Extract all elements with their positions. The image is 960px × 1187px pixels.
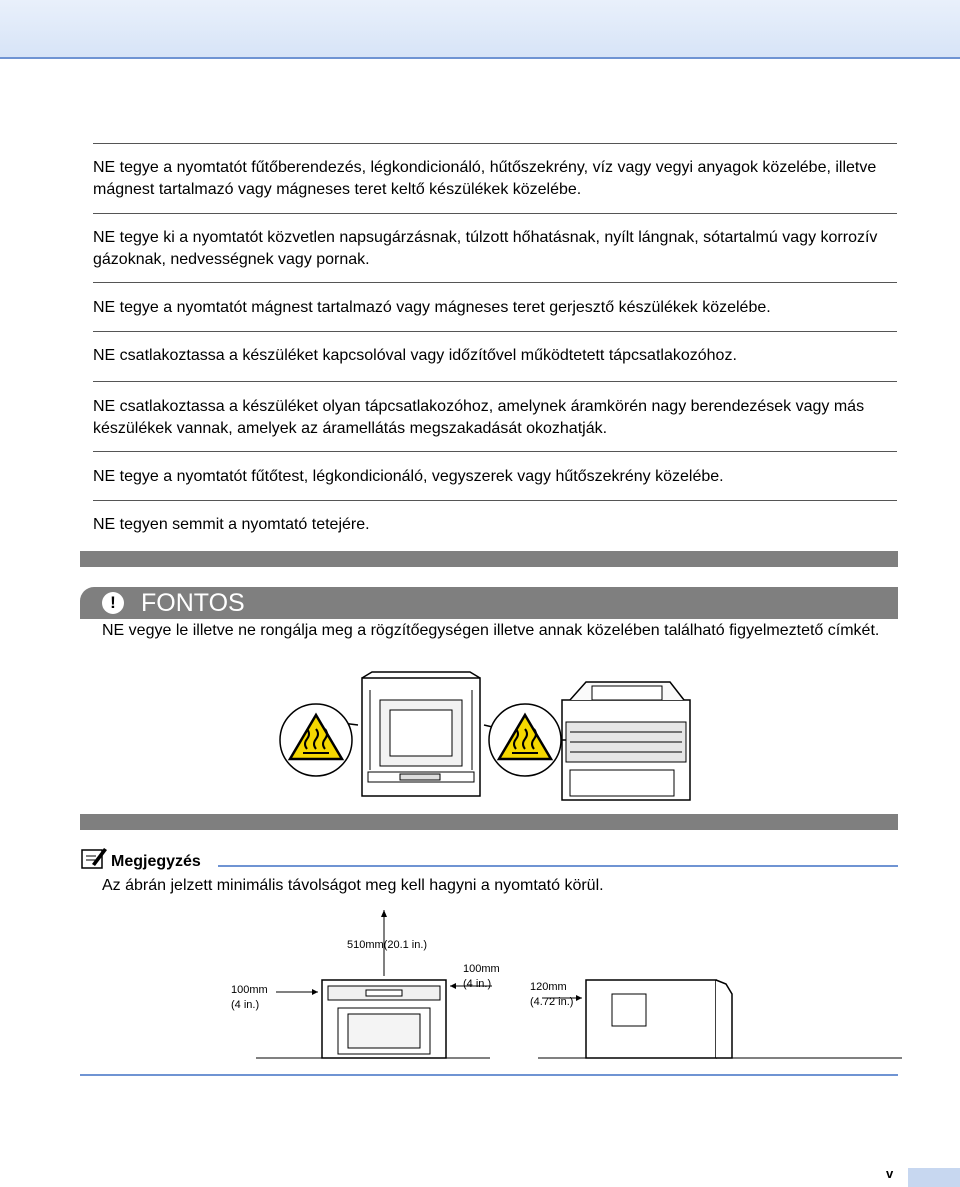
important-title: FONTOS: [141, 589, 245, 617]
section-separator-bar: [80, 814, 898, 830]
safety-paragraph: NE csatlakoztassa a készüléket olyan tápcsatlakozóhoz, amelynek áramkörén nagy berendezések vagy más készülékek vannak, amelyek az áramellátás megszakadását okozhatják.: [93, 398, 865, 437]
safety-paragraph: NE csatlakoztassa a készüléket kapcsolóval vagy időzítővel működtetett tápcsatlakozóhoz.: [93, 347, 737, 364]
divider: [93, 451, 897, 452]
divider: [93, 331, 897, 332]
clearance-diagram: [250, 910, 910, 1060]
page-number: v: [886, 1166, 894, 1181]
note-text: Az ábrán jelzett minimális távolságot meg kell hagyni a nyomtató körül.: [102, 877, 604, 894]
divider: [93, 381, 897, 382]
section-separator-bar: [80, 551, 898, 567]
note-title: Megjegyzés: [111, 853, 201, 870]
divider: [93, 213, 897, 214]
footer-divider: [80, 1074, 898, 1076]
pencil-note-icon: [80, 846, 108, 870]
dimension-label-back: 120mm: [530, 981, 567, 993]
dimension-label-right: 100mm: [463, 963, 500, 975]
safety-paragraph: NE tegye a nyomtatót fűtőberendezés, légkondicionáló, hűtőszekrény, víz vagy vegyi anyagok közelébe, illetve mágnest tartalmazó vagy mágneses teret keltő készülékek közelébe.: [93, 159, 877, 198]
page-number-tab: [908, 1168, 960, 1187]
safety-paragraph: NE tegye ki a nyomtatót közvetlen napsugárzásnak, túlzott hőhatásnak, nyílt lángnak, sótartalmú vagy korrozív gázoknak, nedvességnek vagy pornak.: [93, 229, 878, 268]
important-text: NE vegye le illetve ne rongálja meg a rögzítőegységen illetve annak közelében található figyelmeztető címkét.: [102, 622, 880, 639]
divider: [93, 143, 897, 144]
safety-paragraph: NE tegye a nyomtatót fűtőtest, légkondicionáló, vegyszerek vagy hűtőszekrény közelébe.: [93, 468, 724, 485]
dimension-label-right-in: (4 in.): [463, 978, 492, 990]
safety-paragraph: NE tegye a nyomtatót mágnest tartalmazó vagy mágneses teret gerjesztő készülékek közelébe.: [93, 299, 771, 316]
divider: [93, 500, 897, 501]
dimension-label-left: 100mm: [231, 984, 268, 996]
safety-paragraph: NE tegyen semmit a nyomtató tetejére.: [93, 516, 370, 533]
dimension-label-top: 510mm(20.1 in.): [347, 939, 428, 951]
hot-surface-warning-icon: [279, 703, 353, 777]
hot-surface-warning-icon: [488, 703, 562, 777]
exclamation-icon: !: [102, 592, 124, 614]
divider: [93, 282, 897, 283]
dimension-label-left-in: (4 in.): [231, 999, 260, 1011]
note-divider: [218, 865, 898, 867]
dimension-label-back-in: (4.72 in.): [530, 996, 574, 1008]
page-header-band: [0, 0, 960, 59]
